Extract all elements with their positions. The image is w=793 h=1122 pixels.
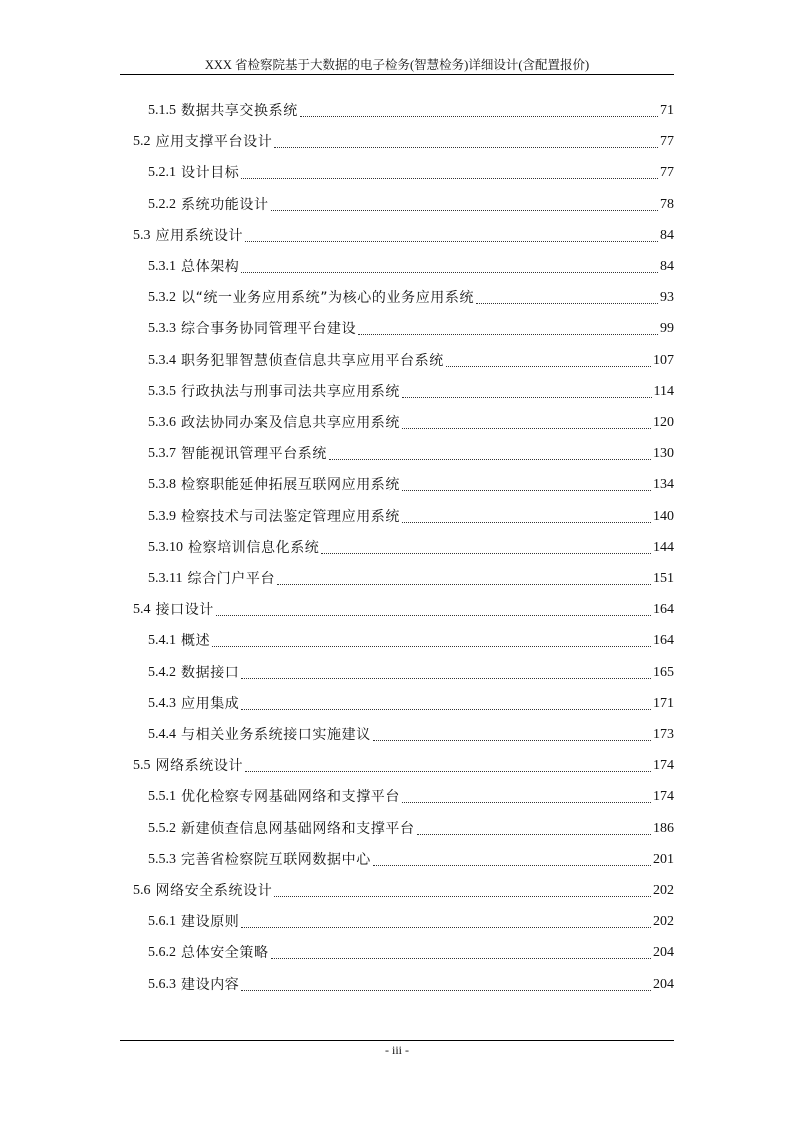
toc-dot-leader xyxy=(476,291,658,304)
toc-entry[interactable] xyxy=(133,878,674,900)
toc-entry-title: 检察技术与司法鉴定管理应用系统 xyxy=(181,508,400,525)
toc-entry[interactable] xyxy=(148,847,674,869)
toc-dot-leader xyxy=(402,790,651,803)
toc-entry-page: 84 xyxy=(660,259,674,274)
toc-entry[interactable] xyxy=(148,379,674,401)
toc-entry-number: 5.5 xyxy=(133,758,151,774)
toc-entry-page: 204 xyxy=(653,976,674,992)
toc-entry-number: 5.3.11 xyxy=(148,571,183,586)
toc-dot-leader xyxy=(241,666,651,679)
toc-entry-number: 5.5.1 xyxy=(148,789,176,805)
toc-entry-number: 5.3.10 xyxy=(148,539,183,555)
toc-entry-page: 93 xyxy=(660,290,674,306)
toc-entry-page: 78 xyxy=(660,196,674,212)
toc-entry-number: 5.6.2 xyxy=(148,945,176,961)
toc-entry-number: 5.3.6 xyxy=(148,415,176,430)
toc-entry-title: 完善省检察院互联网数据中心 xyxy=(181,851,371,868)
toc-entry-number: 5.6.3 xyxy=(148,976,176,992)
toc-entry[interactable] xyxy=(148,285,674,307)
toc-entry-number: 5.3.7 xyxy=(148,446,176,462)
toc-entry[interactable] xyxy=(148,410,674,432)
toc-entry[interactable] xyxy=(148,504,674,526)
toc-dot-leader xyxy=(300,104,658,117)
toc-entry-page: 71 xyxy=(660,103,674,118)
toc-dot-leader xyxy=(358,322,658,335)
toc-dot-leader xyxy=(402,416,651,429)
toc-dot-leader xyxy=(241,697,651,710)
toc-entry-number: 5.4.2 xyxy=(148,664,176,680)
toc-entry-title: 政法协同办案及信息共享应用系统 xyxy=(181,415,400,431)
toc-dot-leader xyxy=(446,354,651,367)
toc-entry-number: 5.3.4 xyxy=(148,352,176,368)
toc-entry-page: 201 xyxy=(653,851,674,867)
toc-entry-number: 5.3.3 xyxy=(148,321,176,337)
toc-entry-title: 应用系统设计 xyxy=(155,227,244,244)
toc-entry-title: 设计目标 xyxy=(181,165,240,182)
toc-entry-page: 186 xyxy=(653,820,674,836)
toc-dot-leader xyxy=(329,447,651,460)
toc-entry-number: 5.4.1 xyxy=(148,633,176,649)
toc-entry-page: 134 xyxy=(653,477,674,493)
toc-dot-leader xyxy=(245,229,658,242)
toc-entry[interactable] xyxy=(133,597,674,619)
toc-dot-leader xyxy=(212,634,651,647)
toc-dot-leader xyxy=(402,478,651,491)
toc-entry-title: 应用支撑平台设计 xyxy=(155,134,273,151)
toc-entry-title: 建设内容 xyxy=(181,976,240,993)
toc-entry-title: 系统功能设计 xyxy=(181,196,269,213)
toc-entry-title: 数据接口 xyxy=(181,664,240,681)
toc-entry[interactable] xyxy=(148,660,674,682)
toc-dot-leader xyxy=(241,915,651,928)
toc-entry-page: 77 xyxy=(660,165,674,181)
toc-entry-page: 130 xyxy=(653,446,674,462)
toc-entry-number: 5.4 xyxy=(133,602,151,618)
toc-entry-page: 99 xyxy=(660,321,674,337)
toc-entry-title: 网络系统设计 xyxy=(155,758,244,775)
toc-entry[interactable] xyxy=(148,98,674,120)
toc-entry-number: 5.2.1 xyxy=(148,165,176,181)
toc-dot-leader xyxy=(277,572,651,585)
toc-entry-number: 5.3.1 xyxy=(148,259,176,274)
toc-entry-page: 140 xyxy=(653,508,674,524)
toc-entry-title: 检察职能延伸拓展互联网应用系统 xyxy=(181,477,400,494)
toc-entry-number: 5.4.3 xyxy=(148,695,176,711)
toc-dot-leader xyxy=(245,759,651,772)
toc-entry[interactable] xyxy=(133,223,674,245)
footer-divider xyxy=(120,1040,674,1041)
toc-entry-page: 174 xyxy=(653,789,674,805)
toc-entry-page: 114 xyxy=(653,383,674,399)
toc-entry[interactable] xyxy=(133,129,674,151)
toc-entry-title: 总体架构 xyxy=(181,259,240,275)
toc-dot-leader xyxy=(271,946,651,959)
toc-dot-leader xyxy=(271,198,658,211)
toc-entry-title: 智能视讯管理平台系统 xyxy=(181,446,327,463)
toc-entry-title: 新建侦查信息网基础网络和支撑平台 xyxy=(181,820,415,837)
toc-entry-number: 5.5.3 xyxy=(148,851,176,867)
toc-entry-page: 204 xyxy=(653,945,674,961)
toc-entry-title: 总体安全策略 xyxy=(181,945,269,962)
toc-entry[interactable] xyxy=(133,753,674,775)
toc-entry-title: 优化检察专网基础网络和支撑平台 xyxy=(181,789,400,806)
toc-dot-leader xyxy=(373,853,651,866)
toc-dot-leader xyxy=(274,884,651,897)
toc-entry-page: 164 xyxy=(653,633,674,649)
toc-entry-title: 综合门户平台 xyxy=(187,571,276,587)
toc-entry-page: 173 xyxy=(653,727,674,742)
toc-entry[interactable] xyxy=(148,348,674,370)
toc-entry[interactable] xyxy=(148,566,674,588)
toc-entry[interactable] xyxy=(148,535,674,557)
toc-dot-leader xyxy=(321,541,651,554)
toc-dot-leader xyxy=(274,135,658,148)
toc-entry-number: 5.3.8 xyxy=(148,477,176,493)
toc-entry-page: 174 xyxy=(653,758,674,774)
toc-entry[interactable] xyxy=(148,909,674,931)
toc-entry-page: 120 xyxy=(653,415,674,430)
toc-entry-page: 165 xyxy=(653,664,674,680)
toc-entry-number: 5.6 xyxy=(133,883,151,898)
toc-entry-title: 应用集成 xyxy=(181,695,240,712)
toc-entry-page: 202 xyxy=(653,883,674,898)
toc-entry[interactable] xyxy=(148,816,674,838)
toc-entry[interactable] xyxy=(148,472,674,494)
toc-entry-title: 行政执法与刑事司法共享应用系统 xyxy=(181,383,400,400)
toc-entry-number: 5.6.1 xyxy=(148,914,176,930)
page-header-title: XXX 省检察院基于大数据的电子检务(智慧检务)详细设计(含配置报价) xyxy=(204,58,590,72)
page-number: - iii - xyxy=(385,1043,409,1057)
toc-entry[interactable] xyxy=(148,972,674,994)
toc-dot-leader xyxy=(402,510,651,523)
toc-entry[interactable] xyxy=(148,192,674,214)
toc-entry-title: 网络安全系统设计 xyxy=(155,883,273,899)
toc-entry-title: 概述 xyxy=(181,633,211,650)
toc-dot-leader xyxy=(402,385,652,398)
toc-entry[interactable] xyxy=(148,628,674,650)
toc-dot-leader xyxy=(216,603,651,616)
toc-entry[interactable] xyxy=(148,160,674,182)
toc-entry-page: 171 xyxy=(653,695,674,711)
toc-entry-page: 107 xyxy=(653,352,674,368)
toc-entry[interactable] xyxy=(148,691,674,713)
toc-entry-title: 数据共享交换系统 xyxy=(181,103,298,119)
toc-entry-number: 5.2 xyxy=(133,134,151,150)
toc-entry-title: 建设原则 xyxy=(181,914,240,931)
toc-entry-page: 164 xyxy=(653,602,674,618)
toc-entry-page: 202 xyxy=(653,914,674,930)
toc-entry-page: 84 xyxy=(660,227,674,243)
toc-entry-title: 接口设计 xyxy=(155,602,214,619)
toc-entry-number: 5.3.2 xyxy=(148,290,176,306)
toc-entry-number: 5.3 xyxy=(133,227,151,243)
toc-entry[interactable] xyxy=(148,441,674,463)
toc-entry[interactable] xyxy=(148,254,674,276)
toc-entry-title: 检察培训信息化系统 xyxy=(188,539,320,556)
toc-entry[interactable] xyxy=(148,940,674,962)
toc-entry-page: 77 xyxy=(660,134,674,150)
toc-entry-number: 5.3.5 xyxy=(148,383,176,399)
toc-entry-title: 综合事务协同管理平台建设 xyxy=(181,321,357,338)
toc-entry[interactable] xyxy=(148,722,674,744)
toc-dot-leader xyxy=(373,728,651,741)
toc-dot-leader xyxy=(241,166,658,179)
toc-dot-leader xyxy=(241,260,658,273)
toc-dot-leader xyxy=(417,822,651,835)
toc-entry[interactable] xyxy=(148,316,674,338)
toc-entry[interactable] xyxy=(148,784,674,806)
toc-dot-leader xyxy=(241,978,651,991)
toc-entry-number: 5.2.2 xyxy=(148,196,176,212)
toc-entry-page: 151 xyxy=(653,571,674,586)
toc-entry-title: 职务犯罪智慧侦查信息共享应用平台系统 xyxy=(181,352,444,369)
toc-entry-title: 以“统一业务应用系统”为核心的业务应用系统 xyxy=(181,290,475,307)
toc-entry-page: 144 xyxy=(653,539,674,555)
toc-entry-number: 5.3.9 xyxy=(148,508,176,524)
toc-entry-number: 5.4.4 xyxy=(148,727,176,742)
toc-entry-number: 5.1.5 xyxy=(148,103,176,118)
toc-entry-title: 与相关业务系统接口实施建议 xyxy=(181,727,371,743)
toc-entry-number: 5.5.2 xyxy=(148,820,176,836)
